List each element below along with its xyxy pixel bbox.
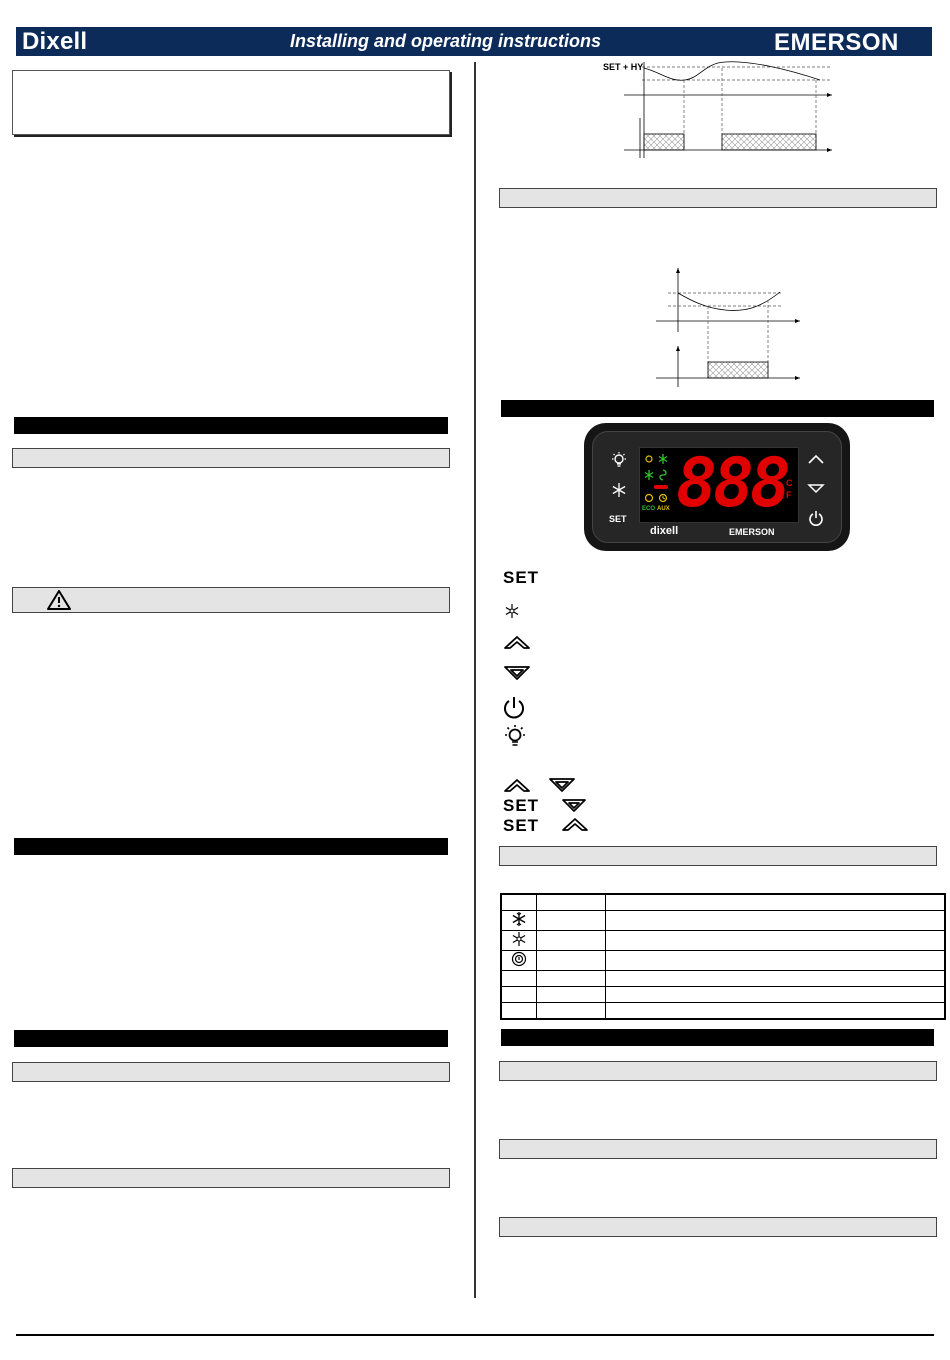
dixell-logo: Dixell [22,28,88,55]
section-header-bar [501,400,934,417]
regulation-diagram-2 [650,262,810,392]
set-key-label: SET [503,816,540,835]
note-box [12,70,450,135]
eco-label: ECO [642,506,656,512]
dixell-device-logo: dixell [650,525,679,537]
table-row [501,971,945,987]
subsection-header-bar [499,846,937,866]
defrost-icon [511,931,527,947]
controller-device [584,423,850,551]
led-display [639,444,799,523]
table-row [501,911,945,931]
up-key-icon[interactable] [807,453,825,465]
digit-display: 888 [676,444,787,523]
emerson-device-logo: EMERSON [729,527,775,537]
table-row [501,951,945,971]
light-key-icon[interactable] [610,451,628,469]
defrost-icon [504,603,520,619]
table-header-row [501,894,945,911]
table-row [501,1003,945,1020]
power-key-icon[interactable] [808,510,824,526]
table-row [501,931,945,951]
set-key-label: SET [503,796,540,815]
subsection-header-bar [499,188,937,208]
warning-header-bar [12,587,450,613]
subsection-header-bar [499,1139,937,1159]
power-icon [502,696,526,720]
column-divider [474,62,476,1298]
up-arrow-icon [561,816,589,833]
table-row [501,987,945,1003]
regulation-diagram [600,58,840,168]
subsection-header-bar [12,1062,450,1082]
subsection-header-bar [12,448,450,468]
subsection-header-bar [499,1217,937,1237]
set-hy-label: SET + HY [603,62,644,72]
down-key-icon[interactable] [807,483,825,495]
fahrenheit-led: F [786,490,792,500]
set-key-label: SET [503,568,540,587]
down-arrow-icon [561,797,587,813]
aux-label: AUX [657,506,670,512]
section-header-bar [14,417,448,434]
alarm-icon [510,951,528,967]
led-table [500,893,946,1020]
section-header-bar [501,1029,934,1046]
celsius-led: C [786,478,793,488]
emerson-logo: EMERSON [774,29,899,56]
warning-icon [47,590,71,610]
set-key[interactable]: SET [609,514,627,524]
section-header-bar [14,838,448,855]
light-icon [502,724,528,750]
subsection-header-bar [12,1168,450,1188]
down-arrow-icon [548,776,576,794]
down-arrow-icon [503,664,531,682]
document-title: Installing and operating instructions [290,31,602,51]
section-header-bar [14,1030,448,1047]
up-arrow-icon [503,633,531,651]
footer-rule [16,1334,934,1336]
up-arrow-icon [503,776,531,794]
defrost-key-icon[interactable] [610,481,628,499]
compressor-icon [511,911,527,927]
subsection-header-bar [499,1061,937,1081]
